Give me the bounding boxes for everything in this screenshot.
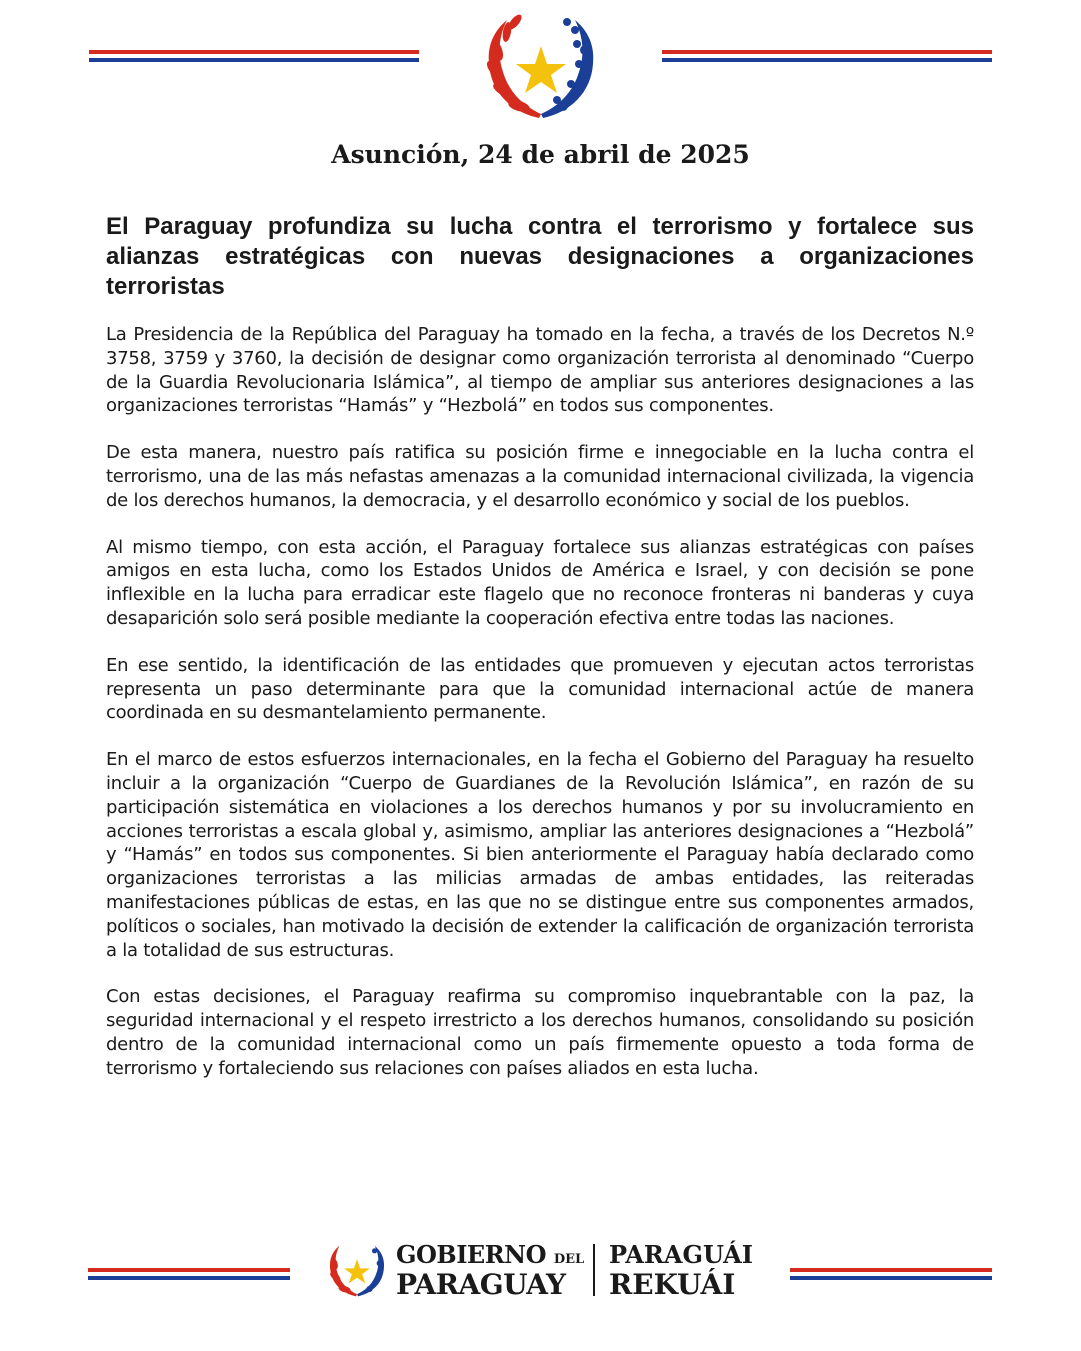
flag-stripe-bottom-left: [88, 1268, 290, 1283]
logo-text-gobierno: [396, 1240, 584, 1269]
logo-gobierno-word: GOBIERNO: [396, 1240, 546, 1269]
document-date: Asunción, 24 de abril de 2025: [331, 140, 750, 169]
paragraph: En ese sentido, la identificación de las entidades que promueven y ejecutan actos terroristas representa un paso determinante para que la comunidad internacional actúe de manera coordinada en su desmantelamiento permanente.: [106, 654, 974, 724]
paragraph: En el marco de estos esfuerzos internacionales, en la fecha el Gobierno del Paraguay ha resuelto incluir a la organización “Cuerpo de Guardianes de la Revolución Islámica”, en razón de su participación sistemática en violaciones a los derechos humanos y por su involucramiento en acciones terroristas a escala global y, asimismo, ampliar las anteriores designaciones a “Hezbolá” y “Hamás” en todos sus componentes. Si bien anteriormente el Paraguay había declarado como organizaciones terroristas a las milicias armadas de ambas entidades, las reiteradas manifestaciones públicas de estas, en las que no se distingue entre sus componentes armados, políticos o sociales, han motivado la decisión de extender la calificación de organización terrorista a la totalidad de sus estructuras.: [106, 749, 974, 961]
paragraph: La Presidencia de la República del Paraguay ha tomado en la fecha, a través de los Decretos N.º 3758, 3759 y 3760, la decisión de designar como organización terrorista al denominado “Cuerpo de la Guardia Revolucionaria Islámica”, al tiempo de ampliar sus anteriores designaciones a las organizaciones terroristas “Hamás” y “Hezbolá” en todos sus componentes.: [106, 324, 974, 417]
flag-stripe-top-right: [662, 50, 992, 65]
flag-stripe-bottom-right: [790, 1268, 992, 1283]
article-body: [106, 323, 974, 1104]
headline: El Paraguay profundiza su lucha contra el terrorismo y fortalece sus alianzas estratégicas con nuevas designaciones a organizaciones terroristas: [106, 213, 974, 300]
logo-text-paraguai: PARAGUÁI: [609, 1240, 754, 1269]
logo-text-paraguay: PARAGUAY: [396, 1268, 566, 1301]
paragraph: De esta manera, nuestro país ratifica su posición firme e innegociable en la lucha contra el terrorismo, una de las más nefastas amenazas a la comunidad internacional civilizada, la vigencia de los derechos humanos, la democracia, y el desarrollo económico y social de los pueblos.: [106, 442, 974, 511]
coat-of-arms-icon: [481, 14, 601, 124]
paragraph: Con estas decisiones, el Paraguay reafirma su compromiso inquebrantable con la paz, la seguridad internacional y el respeto irrestricto a los derechos humanos, consolidando su posición dentro de la comunidad internacional como un país firmemente opuesto a toda forma de terrorismo y fortaleciendo sus relaciones con países aliados en esta lucha.: [106, 986, 974, 1079]
logo-del-word: DEL: [553, 1252, 585, 1267]
paragraph: Al mismo tiempo, con esta acción, el Paraguay fortalece sus alianzas estratégicas con países amigos en esta lucha, como los Estados Unidos de América e Israel, y con decisión se pone inflexible en la lucha para erradicar este flagelo que no reconoce fronteras ni banderas y cuya desaparición solo será posible mediante la cooperación efectiva entre todas las naciones.: [106, 536, 974, 629]
logo-text-rekuai: REKUÁI: [609, 1268, 736, 1301]
logo-divider: [593, 1244, 595, 1296]
flag-stripe-top-left: [89, 50, 419, 65]
government-logo: [326, 1238, 756, 1302]
coat-of-arms-small-icon: [326, 1242, 388, 1300]
